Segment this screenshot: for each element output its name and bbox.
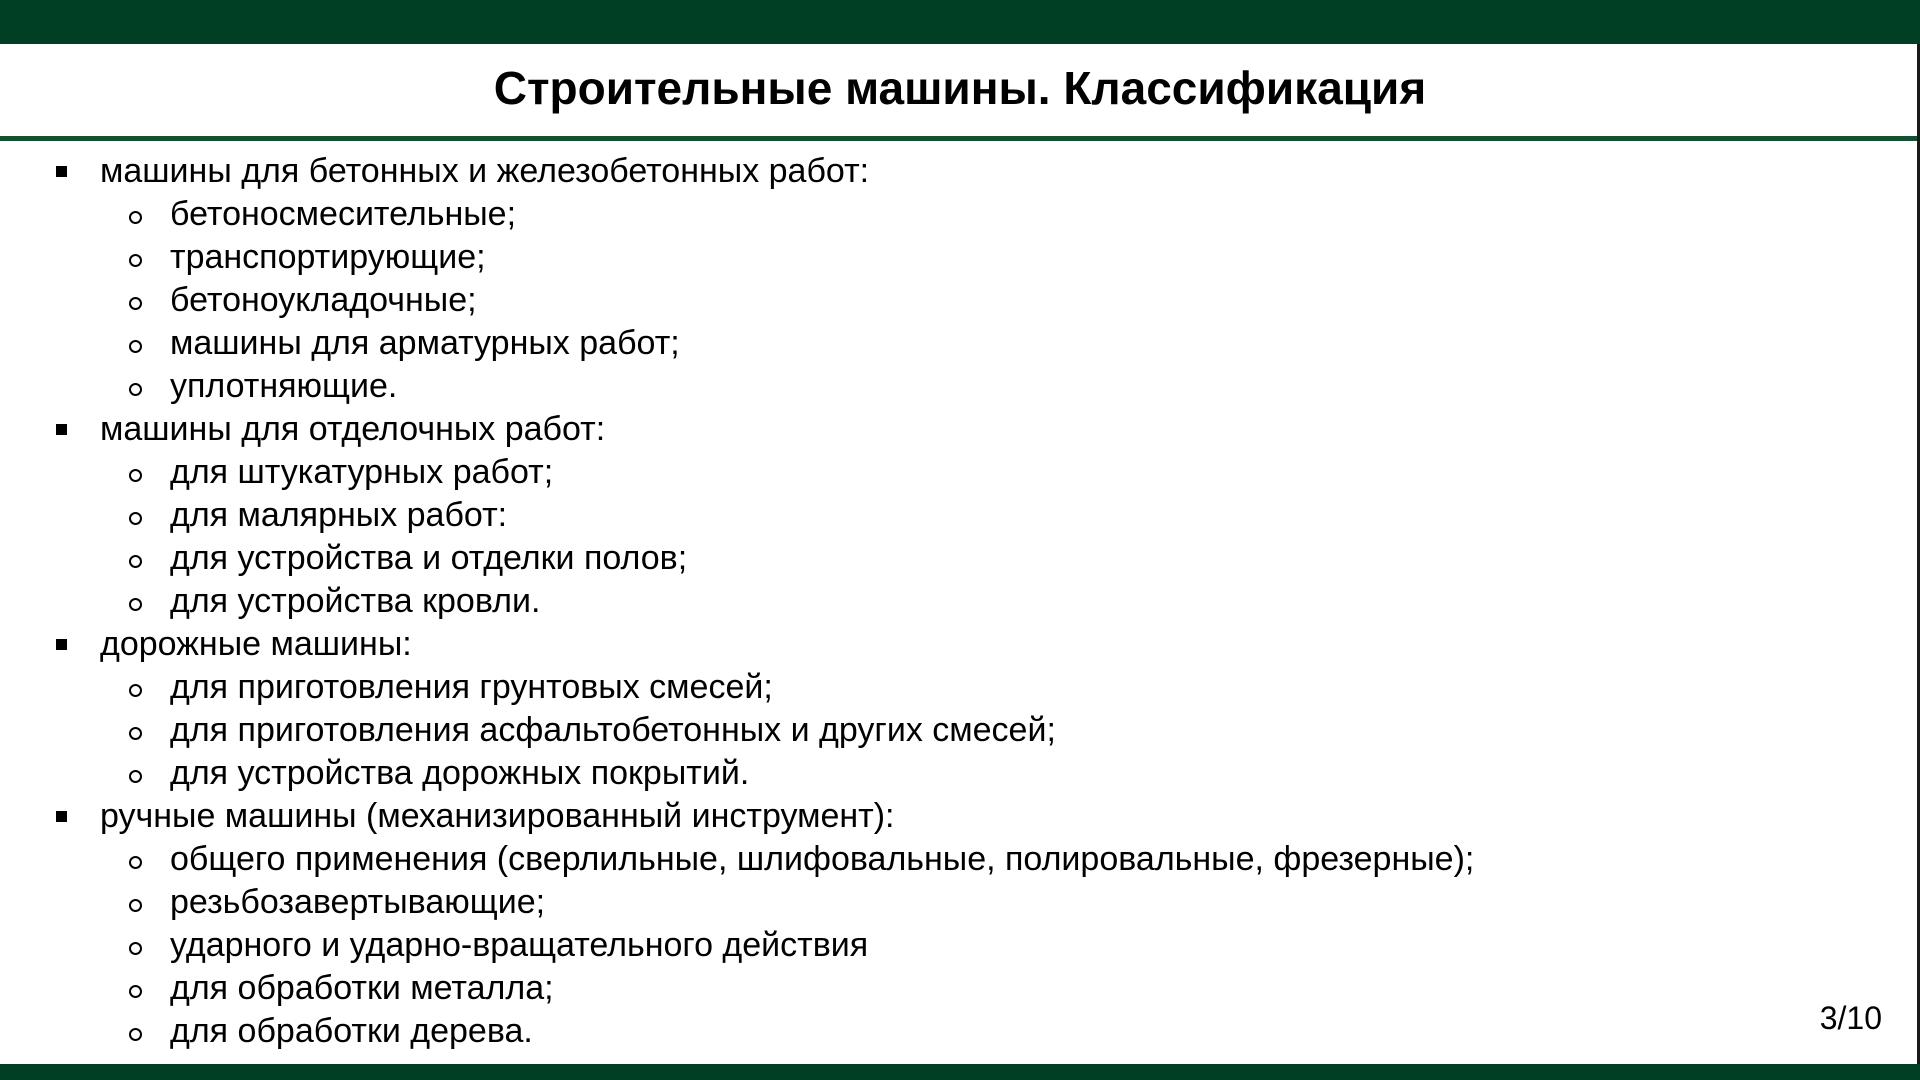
list-item-hand-machines [0, 795, 1800, 838]
sub-list-item [0, 838, 1800, 881]
sub-list-item [0, 322, 1800, 365]
sub-list-item-label: для обработки дерева. [170, 1012, 533, 1050]
sub-list-item [0, 967, 1800, 1010]
square-bullet-icon [56, 424, 67, 435]
list-item-label: ручные машины (механизированный инструмент): [100, 797, 895, 835]
top-bar [0, 0, 1920, 44]
circle-bullet-icon [129, 211, 142, 224]
title-divider [0, 136, 1920, 141]
sub-list-item-label: для приготовления грунтовых смесей; [170, 668, 773, 706]
sub-list-item-label: для обработки металла; [170, 969, 554, 1007]
sub-list-item-label: для штукатурных работ; [170, 453, 554, 491]
list-item-label: машины для отделочных работ: [100, 410, 606, 448]
list-item-road-machines [0, 623, 1800, 666]
sub-list-item-label: для устройства и отделки полов; [170, 539, 688, 577]
bottom-bar [0, 1064, 1920, 1080]
circle-bullet-icon [129, 1028, 142, 1041]
circle-bullet-icon [129, 469, 142, 482]
sub-list-item [0, 709, 1800, 752]
sub-list-item [0, 193, 1800, 236]
page-number: 3/10 [1819, 1000, 1882, 1036]
circle-bullet-icon [129, 555, 142, 568]
circle-bullet-icon [129, 512, 142, 525]
list-item-concrete-machines [0, 150, 1800, 193]
square-bullet-icon [56, 639, 67, 650]
list-item-label: дорожные машины: [100, 625, 412, 663]
sub-list-item-label: уплотняющие. [170, 367, 398, 405]
circle-bullet-icon [129, 899, 142, 912]
sub-list-item-label: резьбозавертывающие; [170, 883, 546, 921]
list-item-finishing-machines [0, 408, 1800, 451]
sub-list-item [0, 924, 1800, 967]
circle-bullet-icon [129, 254, 142, 267]
circle-bullet-icon [129, 856, 142, 869]
circle-bullet-icon [129, 985, 142, 998]
sub-list-item-label: машины для арматурных работ; [170, 324, 680, 362]
circle-bullet-icon [129, 770, 142, 783]
sub-list-item [0, 365, 1800, 408]
sub-list-item [0, 236, 1800, 279]
sub-list-item [0, 580, 1800, 623]
sub-list-item-label: ударного и ударно-вращательного действия [170, 926, 869, 964]
sub-list-item-label: бетоноукладочные; [170, 281, 477, 319]
sub-list-item-label: общего применения (сверлильные, шлифовальные, полировальные, фрезерные); [170, 840, 1475, 878]
circle-bullet-icon [129, 383, 142, 396]
sub-list-item [0, 494, 1800, 537]
sub-list-item [0, 279, 1800, 322]
list-item-label: машины для бетонных и железобетонных работ: [100, 152, 870, 190]
square-bullet-icon [56, 811, 67, 822]
sub-list-item [0, 666, 1800, 709]
circle-bullet-icon [129, 340, 142, 353]
sub-list-item-label: для устройства кровли. [170, 582, 541, 620]
classification-list [0, 150, 1800, 1053]
sub-list-item [0, 451, 1800, 494]
slide-title: Строительные машины. Классификация [493, 62, 1427, 114]
circle-bullet-icon [129, 598, 142, 611]
circle-bullet-icon [129, 942, 142, 955]
sub-list-item-label: бетоносмесительные; [170, 195, 517, 233]
circle-bullet-icon [129, 727, 142, 740]
sub-list-item [0, 537, 1800, 580]
sub-list-item [0, 752, 1800, 795]
sub-list-item [0, 881, 1800, 924]
square-bullet-icon [56, 166, 67, 177]
circle-bullet-icon [129, 297, 142, 310]
sub-list-item-label: для малярных работ: [170, 496, 508, 534]
sub-list-item-label: транспортирующие; [170, 238, 486, 276]
circle-bullet-icon [129, 684, 142, 697]
sub-list-item-label: для устройства дорожных покрытий. [170, 754, 750, 792]
sub-list-item-label: для приготовления асфальтобетонных и других смесей; [170, 711, 1056, 749]
sub-list-item [0, 1010, 1800, 1053]
